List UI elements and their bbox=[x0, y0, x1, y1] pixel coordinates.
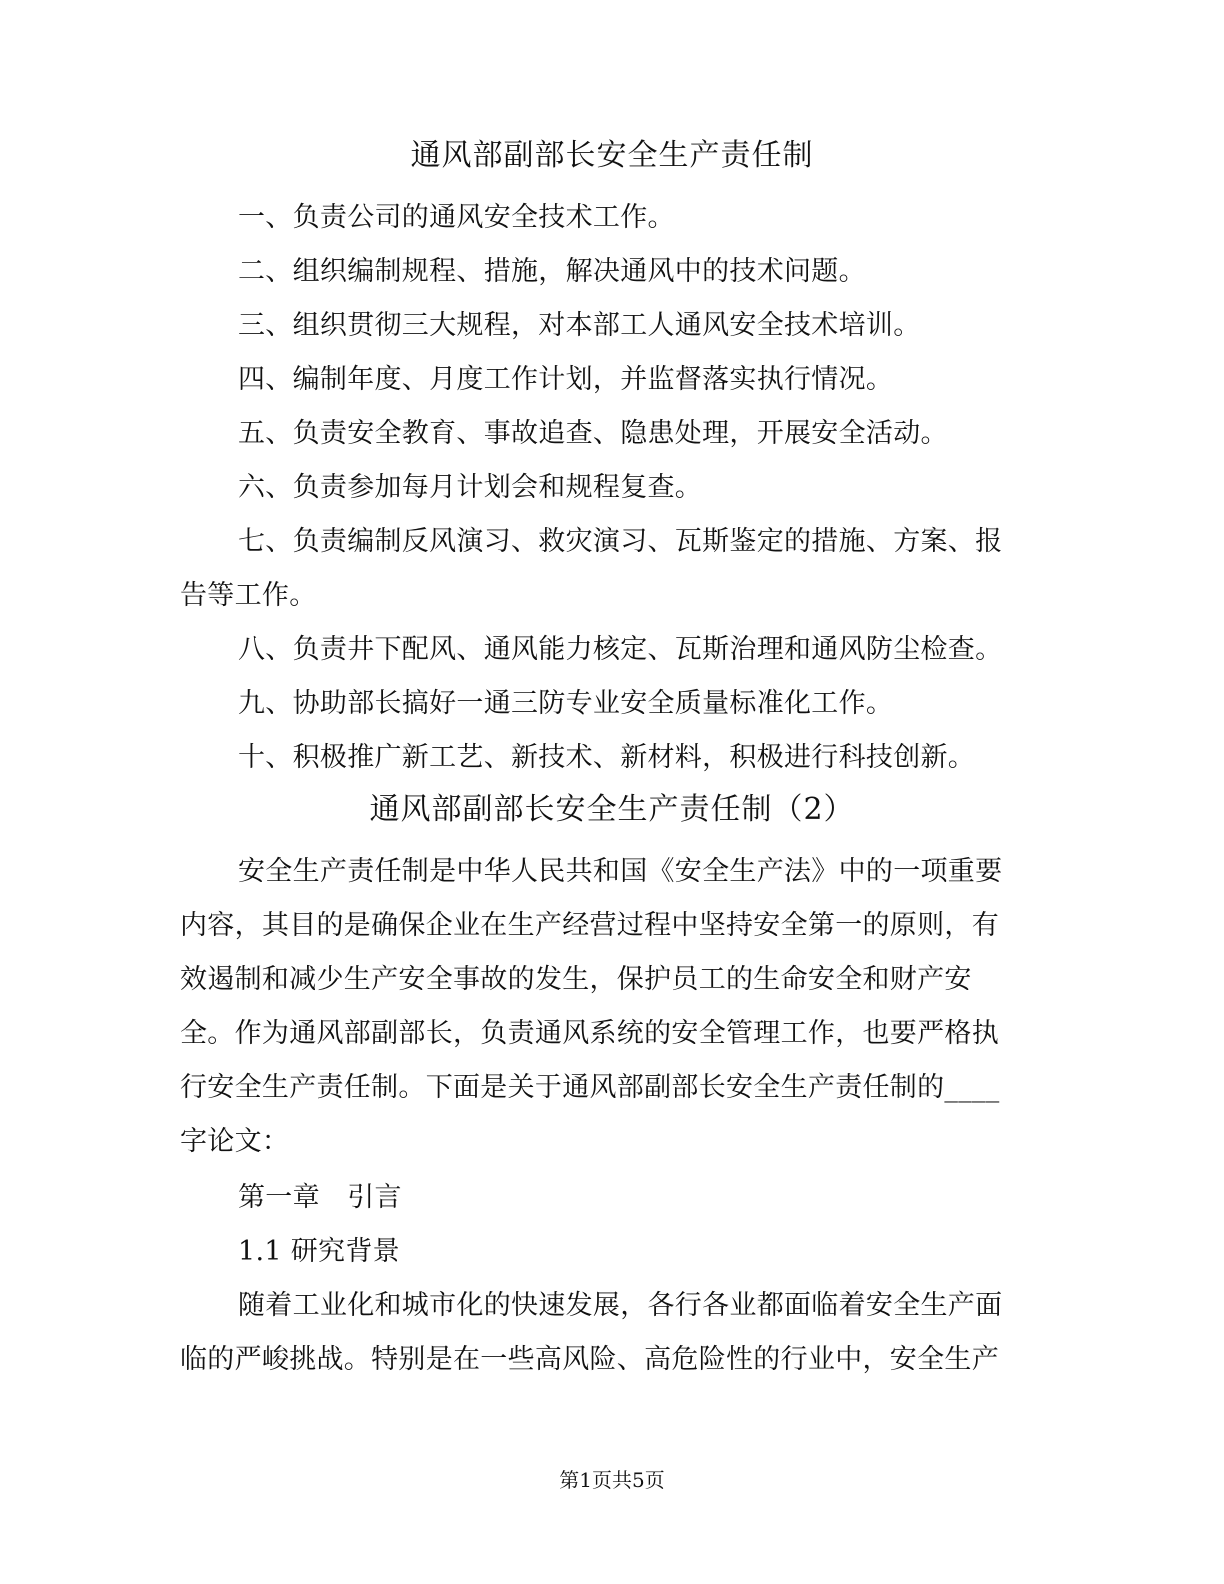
list-item: 九、协助部长搞好一通三防专业安全质量标准化工作。 bbox=[238, 688, 894, 719]
paragraph-line: 字论文： bbox=[180, 1126, 290, 1157]
document-title: 通风部副部长安全生产责任制 bbox=[410, 138, 814, 173]
list-item: 七、负责编制反风演习、救灾演习、瓦斯鉴定的措施、方案、报 bbox=[238, 526, 1003, 557]
paragraph-line: 临的严峻挑战。特别是在一些高风险、高危险性的行业中，安全生产 bbox=[180, 1344, 999, 1375]
section-heading: 1.1 研究背景 bbox=[238, 1236, 400, 1267]
list-item: 十、积极推广新工艺、新技术、新材料，积极进行科技创新。 bbox=[238, 742, 976, 773]
list-item: 八、负责井下配风、通风能力核定、瓦斯治理和通风防尘检查。 bbox=[238, 634, 1003, 665]
chapter-heading: 第一章 引言 bbox=[238, 1182, 402, 1213]
list-item: 四、编制年度、月度工作计划，并监督落实执行情况。 bbox=[238, 364, 894, 395]
list-item: 三、组织贯彻三大规程，对本部工人通风安全技术培训。 bbox=[238, 310, 921, 341]
paragraph-line: 全。作为通风部副部长，负责通风系统的安全管理工作，也要严格执 bbox=[180, 1018, 999, 1049]
list-item-continuation: 告等工作。 bbox=[180, 580, 317, 611]
paragraph-line: 行安全生产责任制。下面是关于通风部副部长安全生产责任制的____ bbox=[180, 1072, 1000, 1103]
paragraph-line: 内容，其目的是确保企业在生产经营过程中坚持安全第一的原则，有 bbox=[180, 910, 999, 941]
paragraph-line: 随着工业化和城市化的快速发展，各行各业都面临着安全生产面 bbox=[238, 1290, 1003, 1321]
paragraph-line: 效遏制和减少生产安全事故的发生，保护员工的生命安全和财产安 bbox=[180, 964, 972, 995]
section-title: 通风部副部长安全生产责任制（2） bbox=[369, 792, 855, 827]
list-item: 五、负责安全教育、事故追查、隐患处理，开展安全活动。 bbox=[238, 418, 948, 449]
paragraph-line: 安全生产责任制是中华人民共和国《安全生产法》中的一项重要 bbox=[238, 856, 1003, 887]
page-number: 第1页共5页 bbox=[559, 1468, 665, 1492]
list-item: 二、组织编制规程、措施，解决通风中的技术问题。 bbox=[238, 256, 866, 287]
list-item: 一、负责公司的通风安全技术工作。 bbox=[238, 202, 675, 233]
list-item: 六、负责参加每月计划会和规程复查。 bbox=[238, 472, 703, 503]
